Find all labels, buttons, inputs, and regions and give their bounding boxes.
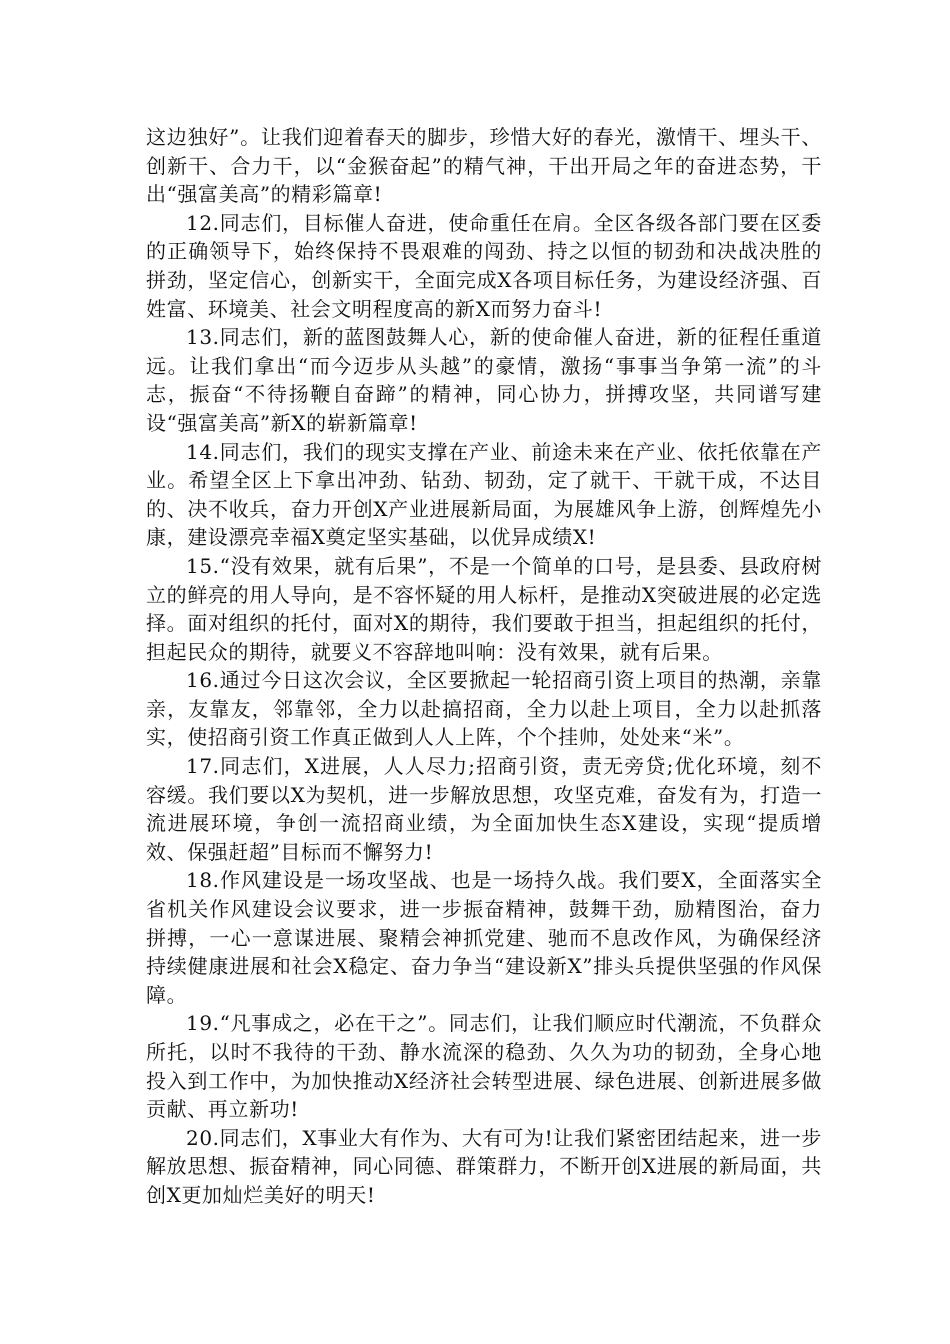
document-body (146, 123, 822, 1210)
paragraph-19: 19.“凡事成之，必在干之”。同志们，让我们顺应时代潮流，不负群众所托，以时不我待的干劲、静水流深的稳劲、久久为功的韧劲，全身心地投入到工作中，为加快推动X经济社会转型进展、绿色进展、创新进展多做贡献、再立新功! (146, 1011, 822, 1122)
paragraph-13: 13.同志们，新的蓝图鼓舞人心，新的使命催人奋进，新的征程任重道远。让我们拿出“而今迈步从头越”的豪情，激扬“事事当争第一流”的斗志，振奋“不待扬鞭自奋蹄”的精神，同心协力，拼搏攻坚，共同谱写建设“强富美高”新X的崭新篇章! (146, 325, 822, 435)
paragraph-20: 20.同志们，X事业大有作为、大有可为!让我们紧密团结起来，进一步解放思想、振奋精神，同心同德、群策群力，不断开创X进展的新局面，共创X更加灿烂美好的明天! (146, 1125, 822, 1207)
paragraph-17: 17.同志们，X进展，人人尽力;招商引资，责无旁贷;优化环境，刻不容缓。我们要以X为契机，进一步解放思想，攻坚克难，奋发有为，打造一流进展环境，争创一流招商业绩，为全面加快生态X建设，实现“提质增效、保强赶超”目标而不懈努力! (146, 754, 822, 864)
paragraph-16: 16.通过今日这次会议，全区要掀起一轮招商引资上项目的热潮，亲靠亲，友靠友，邻靠邻，全力以赴搞招商，全力以赴上项目，全力以赴抓落实，使招商引资工作真正做到人人上阵，个个挂帅，处处来“米”。 (146, 668, 822, 750)
paragraph-14: 14.同志们，我们的现实支撑在产业、前途未来在产业、依托依靠在产业。希望全区上下拿出冲劲、钻劲、韧劲，定了就干、干就干成，不达目的、决不收兵，奋力开创X产业进展新局面，为展雄风争上游，创辉煌先小康，建设漂亮幸福X奠定坚实基础，以优异成绩X! (146, 439, 822, 550)
paragraph-15: 15.“没有效果，就有后果”，不是一个简单的口号，是县委、县政府树立的鲜亮的用人导向，是不容怀疑的用人标杆，是推动X突破进展的必定选择。面对组织的托付，面对X的期待，我们要敢于担当，担起组织的托付，担起民众的期待，就要义不容辞地叫响：没有效果，就有后果。 (146, 553, 822, 664)
paragraph-18: 18.作风建设是一场攻坚战、也是一场持久战。我们要X，全面落实全省机关作风建设会议要求，进一步振奋精神，鼓舞干劲，励精图治，奋力拼搏，一心一意谋进展、聚精会神抓党建、驰而不息改作风，为确保经济持续健康进展和社会X稳定、奋力争当“建设新X”排头兵提供坚强的作风保障。 (146, 868, 822, 1007)
paragraph-12: 12.同志们，目标催人奋进，使命重任在肩。全区各级各部门要在区委的正确领导下，始终保持不畏艰难的闯劲、持之以恒的韧劲和决战决胜的拼劲，坚定信心，创新实干，全面完成X各项目标任务，为建设经济强、百姓富、环境美、社会文明程度高的新X而努力奋斗! (146, 210, 822, 321)
paragraph-continuation: 这边独好”。让我们迎着春天的脚步，珍惜大好的春光，激情干、埋头干、创新干、合力干，以“金猴奋起”的精气神，干出开局之年的奋进态势，干出“强富美高”的精彩篇章! (146, 125, 822, 207)
